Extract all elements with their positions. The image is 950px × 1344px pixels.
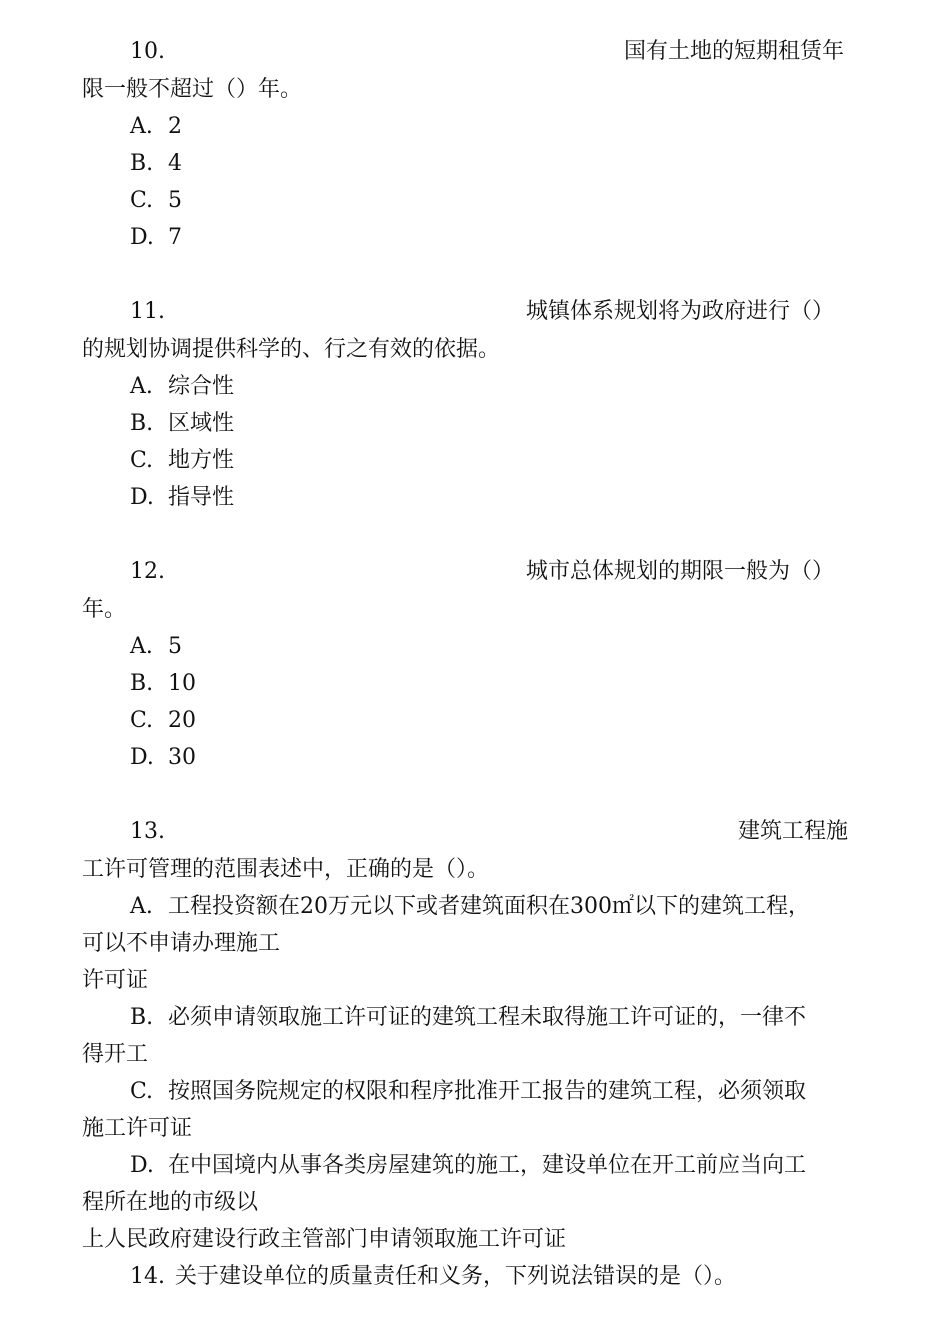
option-letter: D. (130, 485, 154, 510)
option-text-continued: 可以不申请办理施工 (82, 931, 281, 956)
option-text: 地方性 (168, 448, 235, 473)
option-letter: B. (130, 411, 154, 436)
option-letter: D. (130, 1153, 154, 1178)
option-text-continued: 许可证 (82, 968, 149, 993)
option-text: 区域性 (168, 411, 235, 436)
option-text: 5 (168, 188, 182, 213)
question-number: 11. (130, 299, 165, 324)
question-number: 14. (130, 1264, 165, 1289)
option-text-continued: 得开工 (82, 1042, 149, 1067)
option-text-continued: 程所在地的市级以 (82, 1190, 259, 1215)
option-letter: A. (130, 894, 153, 919)
option-a (130, 632, 182, 662)
option-b (130, 409, 234, 439)
option-c (130, 446, 234, 476)
option-letter: C. (130, 448, 154, 473)
option-letter: C. (130, 188, 154, 213)
option-c (130, 186, 182, 216)
option-text: 4 (168, 151, 182, 176)
question-14 (130, 1262, 736, 1292)
option-b (130, 149, 182, 179)
option-a (130, 372, 234, 402)
option-text: 2 (168, 114, 182, 139)
question-stem: 城市总体规划的期限一般为（） (526, 559, 835, 584)
question-stem: 城镇体系规划将为政府进行（） (526, 299, 835, 324)
option-text: 7 (168, 225, 182, 250)
option-letter: D. (130, 225, 154, 250)
option-c (130, 1077, 806, 1107)
question-number: 12. (130, 559, 165, 584)
option-text: 在中国境内从事各类房屋建筑的施工，建设单位在开工前应当向工 (168, 1153, 807, 1178)
option-text: 30 (168, 745, 196, 770)
question-stem-continued: 年。 (82, 597, 127, 622)
option-letter: C. (130, 1079, 154, 1104)
option-letter: C. (130, 708, 154, 733)
option-a (130, 892, 810, 922)
question-stem: 建筑工程施 (738, 819, 849, 844)
option-text: 工程投资额在20万元以下或者建筑面积在300㎡以下的建筑工程， (168, 894, 810, 919)
option-text: 10 (168, 671, 196, 696)
question-number: 10. (130, 39, 165, 64)
option-b (130, 1003, 806, 1033)
question-stem-continued: 工许可管理的范围表述中，正确的是（）。 (82, 857, 490, 882)
option-text-continued: 上人民政府建设行政主管部门申请领取施工许可证 (82, 1227, 567, 1252)
option-text: 20 (168, 708, 196, 733)
question-stem-continued: 的规划协调提供科学的、行之有效的依据。 (82, 337, 501, 362)
option-text-continued: 施工许可证 (82, 1116, 193, 1141)
option-d (130, 223, 182, 253)
option-letter: A. (130, 634, 153, 659)
option-text: 按照国务院规定的权限和程序批准开工报告的建筑工程，必须领取 (168, 1079, 807, 1104)
option-letter: D. (130, 745, 154, 770)
option-a (130, 112, 182, 142)
option-b (130, 669, 196, 699)
question-stem: 国有土地的短期租赁年 (624, 39, 845, 64)
option-d (130, 483, 234, 513)
option-letter: A. (130, 374, 153, 399)
question-stem: 关于建设单位的质量责任和义务，下列说法错误的是（）。 (175, 1264, 737, 1289)
option-text: 综合性 (168, 374, 235, 399)
option-d (130, 743, 196, 773)
option-letter: B. (130, 671, 154, 696)
option-d (130, 1151, 806, 1181)
option-text: 指导性 (168, 485, 235, 510)
option-letter: B. (130, 151, 154, 176)
option-letter: A. (130, 114, 153, 139)
option-letter: B. (130, 1005, 154, 1030)
option-c (130, 706, 196, 736)
question-stem-continued: 限一般不超过（）年。 (82, 77, 303, 102)
option-text: 必须申请领取施工许可证的建筑工程未取得施工许可证的，一律不 (168, 1005, 807, 1030)
option-text: 5 (168, 634, 182, 659)
question-number: 13. (130, 819, 165, 844)
